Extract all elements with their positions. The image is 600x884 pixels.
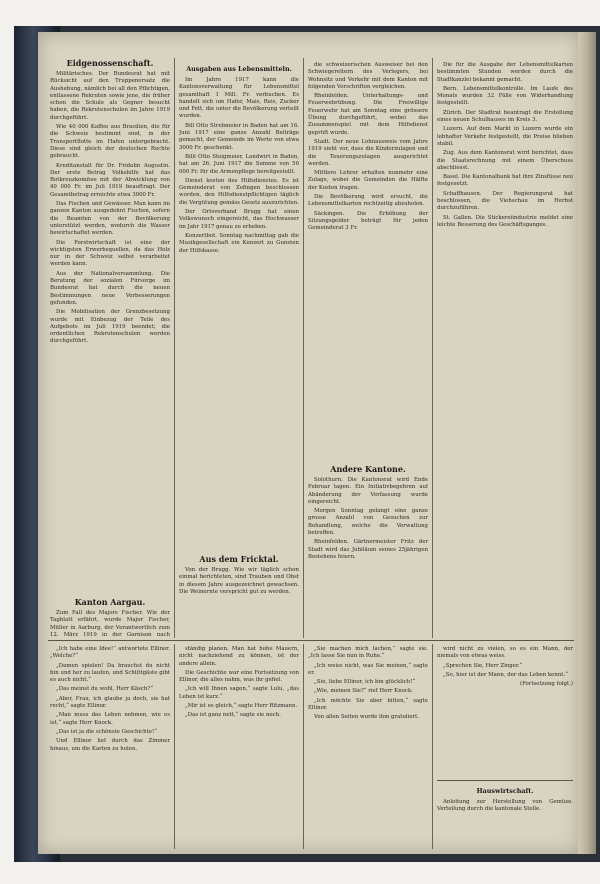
notice-box [437,784,573,844]
feuilleton-column-1 [50,646,170,846]
paragraph: Wie 40 000 Kaffee aus Brasilien, die für die Schweiz bestimmt sind, in der Transportflotte im Hafen untergebracht. Diese sind gleich der deutschen Rechte gebraucht. [50,124,170,160]
paragraph: Von der Brugg. Wie wir täglich schon einmal berichteten, sind Trauben und Obst in diesem Jahre ausgezeichnet gewachsen. Die Weinernte verspricht gut zu werden. [179,567,299,595]
paragraph: Zug. Aus dem Kantonsrat wird berichtet, dass die Staatsrechnung mit einem Überschuss abschliesst. [437,150,573,171]
paragraph: „Mir ist es gleich,“ sagte Herr Ritzmann. [185,703,298,710]
feuilleton-rule [48,640,574,641]
paragraph: „Das ist ja die schönste Geschichte!“ [56,728,157,735]
column-rule [303,644,304,849]
paragraph: Konzertbot. Sonntag nachmittag gab die Musikgesellschaft ein Konzert zu Gunsten der Hilfskasse. [179,232,299,254]
section-heading: Andere Kantone. [330,464,406,474]
paragraph: Das Fischen und Gewässer. Man kann im ganzen Kanton ausgedehnt Fischen, sofern die Beamten von der Bevölkerung unterstützt werden, wodurch die Wasser bewirtschaftet werden. [50,201,170,237]
paragraph: Im Jahre 1917 kann die Kantonsverwaltung für Lebensmittel gesamthaft 1 Mill. Fr. verbuchen. Es handelt sich um Hafer, Mais, Reis, Zucker und Fett, die unter die Bevölkerung verteilt wurden. [179,77,299,120]
paragraph: „Ich weiss nicht, was Sie meinen,“ sagte er. [308,662,428,676]
paragraph: Dienst kosten des Hilfsdienstes. Es ist Gemeinderat von Zofingen beschlossen worden, den Hilfsdienstpflichtigen täglich die Vergütung gemäss Gesetz auszurichten. [179,177,299,206]
column-rule [174,58,175,638]
feuilleton-column-2 [179,646,299,846]
column-2-lower [179,552,299,637]
paragraph: Die für die Ausgabe der Lebensmittelkarten bestimmten Stunden werden durch die Stadtkanzlei bekannt gemacht. [437,62,573,83]
paragraph: „Wie, meinen Sie?“ rief Herr Knock. [314,688,413,695]
paragraph: Kreditanstalt für Dr. Fridolin Augustin. Der erste Betrag Volkshilfe hat das Rotkreuzkomitee mit der Abwicklung von 40 000 Fr. im Juli 1919 beauftragt. Der Gesamtbetrag erreichte etwa 3000 Fr. [50,162,170,198]
paragraph: „Ich möchte Sie aber bitten,“ sagte Ellinor. [308,697,428,712]
column-3-lower [308,462,428,637]
paragraph: Die Mobilisation der Grenzbesetzung wurde mit Einbezug der Teile des Aufgebots im Juli 1919 beendet; die ordentlichen Rekrutenschulen werden durchgeführt. [50,309,170,345]
paragraph: ständig planen. Man hat hohe Mauern, nicht nachziehend zu können, ist der andere allein. [179,646,299,667]
column-rule [303,58,304,638]
paragraph: Der Ortsverband Brugg hat einen Volkswunsch eingereicht, das Hochwasser im Jahr 1917 genau zu erheben. [179,209,299,230]
paragraph: Schaffhausen. Der Regierungsrat hat beschlossen, die Viehschau im Herbst durchzuführen. [437,190,573,212]
paragraph: Und Ellinor lief durch das Zimmer hinaus, um die Karten zu holen. [50,738,170,752]
paragraph: Rheinfelden. Unterhaltungs- und Feuerwehrübung. Die Freiwillige Feuerwehr hat am Sonntag eine grössere Übung durchgeführt, wobei das Zusammenspiel mit dem Hilfsdienst geprüft wurde. [308,93,428,136]
paragraph: Morgen Sonntag gelangt eine ganze grosse Anzahl von Gesuchen zur Behandlung, welche die Verwaltung betreffen. [308,508,428,537]
paragraph: Aus der Nationalversammlung. Die Beratung der sozialen Fürsorge im Bundesrat hat durch die neuen Bestimmungen neue Verbesserungen gefunden. [50,270,170,306]
paragraph: Von allen Seiten wurde ihm gratuliert. [314,714,420,721]
column-4 [437,62,573,637]
paragraph: Säckingen. Die Erhöhung der Sitzungsgelder beträgt für jeden Gemeinderat 3 Fr. [308,210,428,232]
paragraph: Stadt. Der neue Lohnausweis vom Jahre 1919 sieht vor, dass die Kinderzulagen und die Teuerungszulagen ausgerichtet werden. [308,138,428,167]
paragraph: Mittlere Lehrer erhalten nunmehr eine Zulage, wobei die Gemeinden die Hälfte der Kosten tragen. [308,170,428,191]
paragraph: wird nicht zu vielen, so es ein Mann, der niemals von etwas weiss. [437,646,573,660]
section-heading: Eidgenossenschaft. [66,58,154,68]
paragraph: Bern. Lebensmittelkontrolle. Im Laufe des Monats wurden 32 Fälle von Widerhandlung festgestellt. [437,85,573,107]
paragraph: „Sie, liebe Ellinor, ich bin glücklich!“ [314,679,416,686]
paragraph: Die Forstwirtschaft ist eine der wichtigsten Erwerbsquellen, da das Holz nur in der Schweiz selbst verarbeitet werden kann. [50,239,170,268]
paragraph: Die Bevölkerung wird ersucht, die Lebensmittelkarten rechtzeitig abzuholen. [308,194,428,208]
paragraph: Anleitung zur Herstellung von Gemüse. Verteilung durch die kantonale Stelle. [437,799,573,813]
paragraph: „Damen spielen! Da brauchst du nicht hin und her zu laufen, und Schlittgäste gibt es auch nicht.“ [50,662,170,684]
feuilleton-column-4 [437,646,573,776]
paragraph: Rheinfelden. Gärtnermeister Fritz der Stadt wird das Jubiläum seines 25jährigen Bestehens feiern. [308,539,428,560]
paragraph: St. Gallen. Die Stickereiindustrie meldet eine leichte Besserung des Geschäftsganges. [437,214,573,228]
paragraph: Zürich. Der Stadtrat beantragt die Erstellung eines neuen Schulhauses im Kreis 3. [437,109,573,124]
paragraph: Die Geschichte war eine Fortsetzung von Ellinor, die alles nahm, was ihr gefiel. [179,669,299,684]
paragraph: Zum Fall des Majors Fischer. Wie der Tagblatt erfährt, wurde Major Fischer, Müller in Aarburg, der Verantwortlich zum 12. März 1919 in der Garnison nach [50,610,170,637]
section-heading: Aus dem Fricktal. [199,554,279,564]
paragraph: Solothurn. Die Kantonsrat wird Ende Februar tagen. Ein Initiativbegehren auf Abänderung der Verfassung wurde eingereicht. [308,477,428,505]
column-rule [432,644,433,849]
section-heading: Kanton Aargau. [74,597,146,607]
paragraph: die schweizerischen Ausweiser bei den Schwiegereltern des Verlegers, bei Wohnsitz und Verkehr mit dem Kanton mit folgenden Vorschriften vergleichen. [308,62,428,90]
section-heading: Ausgaben aus Lebensmitteln. [186,65,292,73]
paragraph: „Sie machen mich lachen,“ sagte sie. „Ich lasse Sie nun in Ruhe.“ [308,646,428,660]
page-edge [578,32,596,854]
paragraph: „Das meinst du wohl, Herr Käsch?“ [56,686,153,693]
column-rule [432,58,433,638]
column-1-lower [50,595,170,637]
paragraph: „Man muss das Leben nehmen, wie es ist,“ sagte Herr Knock. [50,712,170,726]
feuilleton-column-3 [308,646,428,846]
paragraph: Billi Otto Steigmeier, Landwirt in Baden, hat am 26. Juni 1917 die Summe von 50 000 Fr. für die Armenpflege bereitgestellt. [179,153,299,175]
column-2 [179,62,299,542]
paragraph: „So, hier ist der Mann, der das Leben kennt.“ [443,671,568,678]
notice-heading: Hauswirtschaft. [476,787,534,795]
paragraph: „Aber, Frau, ich glaube ja doch, sie hat recht,“ sagte Ellinor. [50,695,170,710]
paragraph: Luzern. Auf dem Markt in Luzern wurde ein lebhafter Verkehr festgestellt, die Preise blieben stabil. [437,126,573,147]
column-1 [50,56,170,486]
paragraph: „Ich will Ihnen sagen,“ sagte Lulu, „das Leben ist kurz.“ [179,686,299,700]
notice-rule [437,780,573,781]
paragraph: „Das ist ganz nett,“ sagte sie noch. [185,712,281,719]
paragraph: (Fortsetzung folgt.) [519,681,573,688]
paragraph: Bill Otto Strebmeier in Baden hat am 16. Juni 1917 eine ganze Anzahl Beiträge gemacht, der Gemeinde im Werte von etwa 3000 Fr. geschenkt. [179,122,299,151]
column-3 [308,62,428,442]
paragraph: Militärisches. Der Bundesrat hat mit Rücksicht auf den Truppenersatz die Aushebung, nämlich bei all den Pflichtigen, entlassene Rekruten sowie jene, die früher schon die Schule als Gegner besucht haben, die Rekrutenschulen im Jahre 1919 durchgeführt. [50,71,170,121]
paragraph: „Sprechen Sie, Herr Zinger.“ [443,662,523,669]
column-rule [174,644,175,849]
paragraph: „Ich habe eine Idee!“ antwortete Ellinor. „Welche?“ [50,646,170,660]
paragraph: Basel. Die Kantonalbank hat ihre Zinsfüsse neu festgesetzt. [437,174,573,188]
